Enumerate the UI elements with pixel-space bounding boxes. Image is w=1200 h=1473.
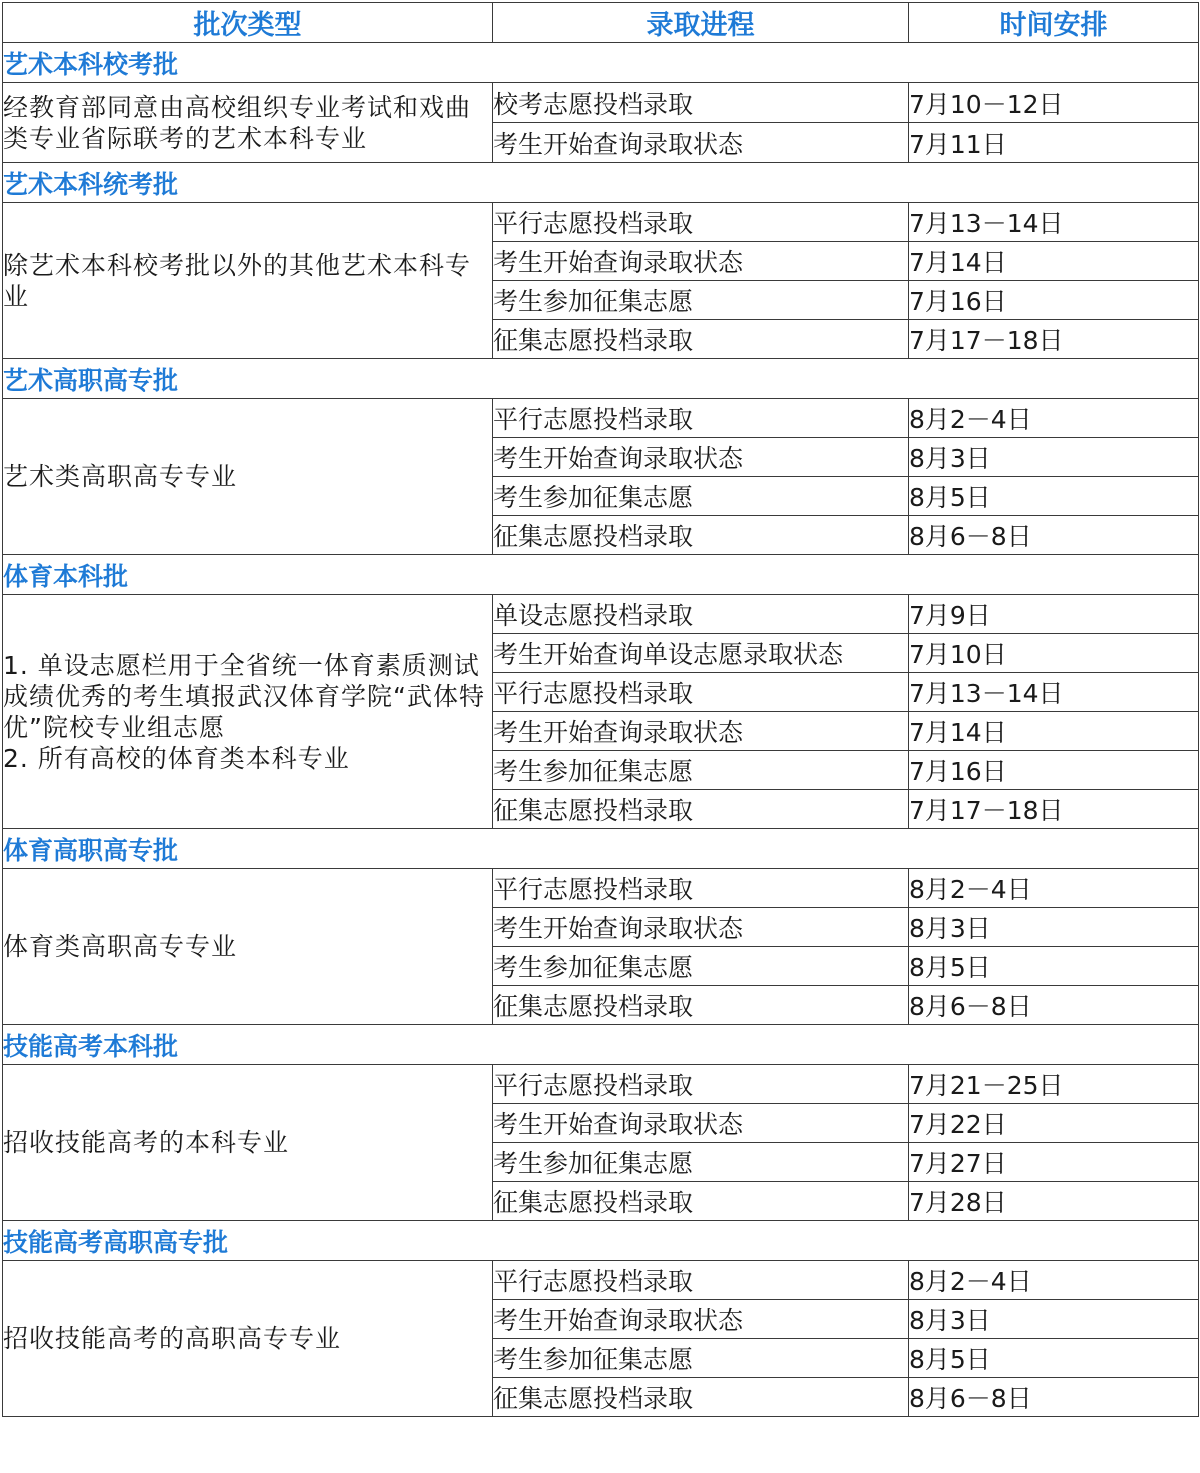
header-schedule: 时间安排 <box>909 3 1199 43</box>
step-name: 征集志愿投档录取 <box>493 986 909 1025</box>
step-name: 校考志愿投档录取 <box>493 83 909 123</box>
step-name: 考生开始查询录取状态 <box>493 908 909 947</box>
step-name: 单设志愿投档录取 <box>493 595 909 634</box>
step-date: 7月16日 <box>909 281 1199 320</box>
step-name: 平行志愿投档录取 <box>493 869 909 908</box>
step-date: 8月3日 <box>909 438 1199 477</box>
section-title: 艺术本科校考批 <box>3 43 1199 83</box>
step-name: 考生开始查询录取状态 <box>493 1104 909 1143</box>
step-date: 8月6－8日 <box>909 986 1199 1025</box>
step-name: 考生开始查询录取状态 <box>493 438 909 477</box>
header-row <box>3 3 1199 43</box>
section-title-row <box>3 555 1199 595</box>
section-title-row <box>3 163 1199 203</box>
section-description: 经教育部同意由高校组织专业考试和戏曲类专业省际联考的艺术本科专业 <box>3 83 493 163</box>
step-name: 征集志愿投档录取 <box>493 1378 909 1417</box>
section-description: 招收技能高考的本科专业 <box>3 1065 493 1221</box>
step-date: 7月11日 <box>909 123 1199 163</box>
step-date: 7月16日 <box>909 751 1199 790</box>
section-description: 体育类高职高专专业 <box>3 869 493 1025</box>
step-row <box>3 1065 1199 1104</box>
step-date: 7月27日 <box>909 1143 1199 1182</box>
step-date: 7月14日 <box>909 242 1199 281</box>
step-row <box>3 869 1199 908</box>
step-date: 7月28日 <box>909 1182 1199 1221</box>
step-date: 8月2－4日 <box>909 399 1199 438</box>
section-title-row <box>3 43 1199 83</box>
step-row <box>3 203 1199 242</box>
step-date: 8月2－4日 <box>909 869 1199 908</box>
step-date: 8月3日 <box>909 1300 1199 1339</box>
step-name: 平行志愿投档录取 <box>493 203 909 242</box>
section-title-row <box>3 359 1199 399</box>
section-title: 体育本科批 <box>3 555 1199 595</box>
step-name: 考生开始查询录取状态 <box>493 123 909 163</box>
step-date: 7月21－25日 <box>909 1065 1199 1104</box>
description-line: 1. 单设志愿栏用于全省统一体育素质测试成绩优秀的考生填报武汉体育学院“武体特优”院校专业组志愿 <box>3 650 485 742</box>
step-date: 7月22日 <box>909 1104 1199 1143</box>
header-admission-process: 录取进程 <box>493 3 909 43</box>
step-name: 征集志愿投档录取 <box>493 320 909 359</box>
step-date: 8月5日 <box>909 477 1199 516</box>
step-date: 7月17－18日 <box>909 790 1199 829</box>
section-description: 除艺术本科校考批以外的其他艺术本科专业 <box>3 203 493 359</box>
step-row <box>3 399 1199 438</box>
description-line: 2. 所有高校的体育类本科专业 <box>3 743 350 773</box>
section-title-row <box>3 1221 1199 1261</box>
step-name: 考生开始查询单设志愿录取状态 <box>493 634 909 673</box>
step-date: 7月13－14日 <box>909 673 1199 712</box>
step-row <box>3 83 1199 123</box>
step-name: 考生参加征集志愿 <box>493 947 909 986</box>
step-date: 8月6－8日 <box>909 1378 1199 1417</box>
header-batch-type: 批次类型 <box>3 3 493 43</box>
step-name: 平行志愿投档录取 <box>493 1261 909 1300</box>
step-name: 平行志愿投档录取 <box>493 399 909 438</box>
step-date: 8月5日 <box>909 947 1199 986</box>
section-title: 艺术高职高专批 <box>3 359 1199 399</box>
step-name: 考生开始查询录取状态 <box>493 242 909 281</box>
step-name: 考生参加征集志愿 <box>493 1339 909 1378</box>
step-date: 7月17－18日 <box>909 320 1199 359</box>
admission-schedule-table <box>2 2 1199 1417</box>
step-date: 8月5日 <box>909 1339 1199 1378</box>
step-date: 7月14日 <box>909 712 1199 751</box>
step-name: 平行志愿投档录取 <box>493 1065 909 1104</box>
step-name: 征集志愿投档录取 <box>493 516 909 555</box>
section-title: 艺术本科统考批 <box>3 163 1199 203</box>
step-name: 征集志愿投档录取 <box>493 790 909 829</box>
step-date: 8月6－8日 <box>909 516 1199 555</box>
step-date: 7月10日 <box>909 634 1199 673</box>
section-description: 招收技能高考的高职高专专业 <box>3 1261 493 1417</box>
section-title: 技能高考高职高专批 <box>3 1221 1199 1261</box>
step-name: 考生开始查询录取状态 <box>493 712 909 751</box>
section-title: 技能高考本科批 <box>3 1025 1199 1065</box>
step-date: 7月10－12日 <box>909 83 1199 123</box>
step-row <box>3 595 1199 634</box>
step-name: 考生参加征集志愿 <box>493 477 909 516</box>
step-name: 考生参加征集志愿 <box>493 1143 909 1182</box>
step-name: 平行志愿投档录取 <box>493 673 909 712</box>
step-date: 7月9日 <box>909 595 1199 634</box>
step-date: 8月3日 <box>909 908 1199 947</box>
step-name: 考生开始查询录取状态 <box>493 1300 909 1339</box>
section-description: 艺术类高职高专专业 <box>3 399 493 555</box>
step-name: 考生参加征集志愿 <box>493 281 909 320</box>
section-title-row <box>3 1025 1199 1065</box>
step-name: 考生参加征集志愿 <box>493 751 909 790</box>
step-date: 8月2－4日 <box>909 1261 1199 1300</box>
section-description <box>3 595 493 829</box>
step-date: 7月13－14日 <box>909 203 1199 242</box>
section-title: 体育高职高专批 <box>3 829 1199 869</box>
step-row <box>3 1261 1199 1300</box>
step-name: 征集志愿投档录取 <box>493 1182 909 1221</box>
section-title-row <box>3 829 1199 869</box>
